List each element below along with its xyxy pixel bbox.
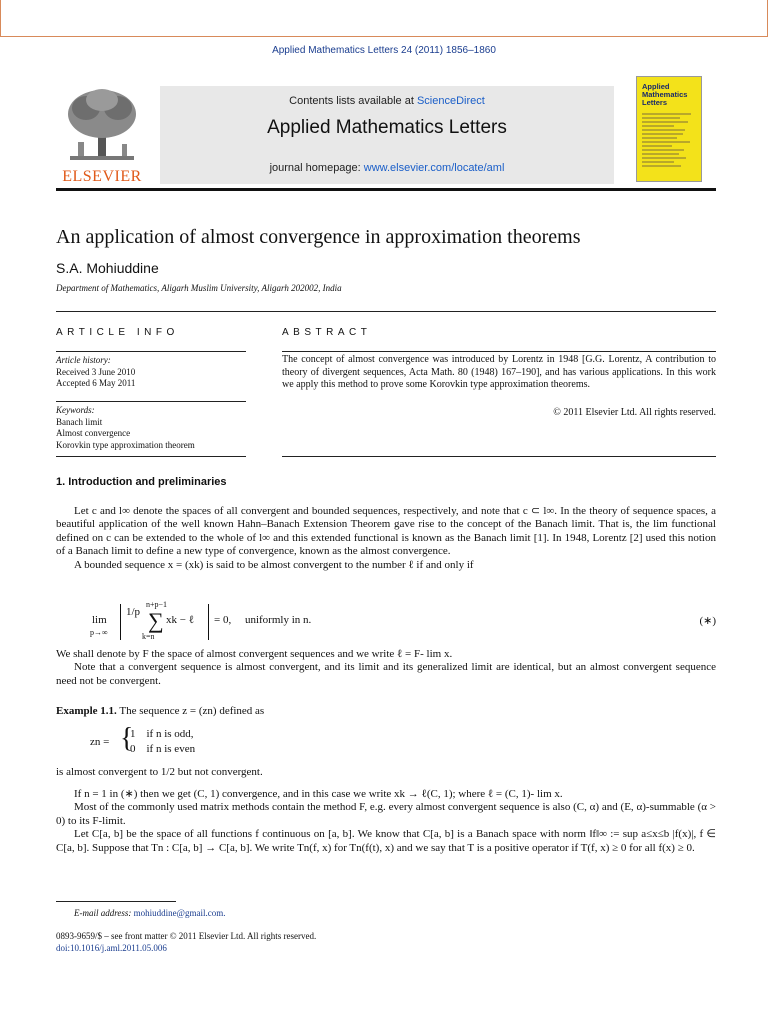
section-heading: 1. Introduction and preliminaries xyxy=(56,476,227,488)
example-intro: The sequence z = (zn) defined as xyxy=(116,705,265,717)
author-affiliation: Department of Mathematics, Aligarh Muslim University, Aligarh 202002, India xyxy=(56,283,342,293)
paragraph-5: is almost convergent to 1/2 but not convergent. xyxy=(56,766,263,778)
info-rule-1 xyxy=(56,351,246,352)
keywords-block xyxy=(56,405,246,451)
info-rule-2 xyxy=(56,401,246,402)
received-date: Received 3 June 2010 xyxy=(56,366,136,377)
eq-sum-upper: n+p−1 xyxy=(146,600,168,609)
info-top-rule xyxy=(56,311,716,312)
paragraph-group-2 xyxy=(56,648,716,688)
eq-fraction: 1/p xyxy=(126,606,141,618)
eq-sum-lower: k=n xyxy=(142,632,155,641)
email-footnote xyxy=(74,908,225,918)
article-info-heading: ARTICLE INFO xyxy=(56,327,179,338)
sigma-icon: ∑ xyxy=(148,608,164,633)
paragraph-3: We shall denote by F the space of almost convergent sequences and we write ℓ = F- lim x. xyxy=(56,648,453,660)
paragraph-6: If n = 1 in (∗) then we get (C, 1) convergence, and in this case we write xk → ℓ(C, 1); where ℓ = (C, 1)- lim x. xyxy=(74,788,563,800)
eq-abs-left xyxy=(120,604,121,640)
contents-line xyxy=(160,95,614,107)
keyword-item: Banach limit xyxy=(56,416,103,427)
publisher-wordmark: ELSEVIER xyxy=(62,168,142,185)
accepted-date: Accepted 6 May 2011 xyxy=(56,378,136,388)
case-even: 0 if n is even xyxy=(130,743,196,755)
homepage-prefix: journal homepage: xyxy=(269,162,364,174)
issn-line: 0893-9659/$ – see front matter © 2011 Elsevier Ltd. All rights reserved. xyxy=(56,931,317,941)
cover-title: Applied Mathematics Letters xyxy=(642,82,688,107)
paragraph-8: Let C[a, b] be the space of all functions f continuous on [a, b]. We know that C[a, b] is a Banach space with norm ‖f‖∞ := sup a≤x≤b |f(x)|, f ∈ C[a, b]. Suppose that Tn : C[a, b] → C[a, b]. We write Tn(f, x) for Tn(f(t), x) and we say that T is a positive operator if T(f, x) ≥ 0 for all f(x) ≥ 0. xyxy=(56,828,716,854)
journal-header xyxy=(56,76,716,186)
cover-text-lines xyxy=(642,113,696,169)
author-name[interactable]: S.A. Mohiuddine xyxy=(56,260,159,276)
info-rule-bottom xyxy=(56,456,246,457)
example-block xyxy=(56,705,716,718)
homepage-link[interactable]: www.elsevier.com/locate/aml xyxy=(363,162,505,174)
case-lhs: zn = xyxy=(90,736,110,748)
journal-citation[interactable]: Applied Mathematics Letters 24 (2011) 1856–1860 xyxy=(272,45,496,56)
header-rule xyxy=(56,188,716,191)
sciencedirect-link[interactable]: ScienceDirect xyxy=(416,95,485,107)
paragraph-4: Note that a convergent sequence is almost convergent, and its limit and its generalized limit are identical, but an almost convergent sequence need not be convergent. xyxy=(56,661,716,687)
abstract-rule-bottom xyxy=(282,456,716,457)
abstract-copyright: © 2011 Elsevier Ltd. All rights reserved. xyxy=(553,407,716,418)
keywords-label: Keywords: xyxy=(56,405,95,415)
top-frame xyxy=(0,0,768,37)
journal-title: Applied Mathematics Letters xyxy=(267,117,507,138)
piecewise-definition xyxy=(90,723,290,760)
email-link[interactable]: mohiuddine@gmail.com. xyxy=(133,908,226,918)
eq-rhs: = 0, uniformly in n. xyxy=(214,614,312,626)
abstract-rule-top xyxy=(282,351,716,352)
case-odd: 1 if n is odd, xyxy=(130,728,194,740)
eq-body: xk − ℓ xyxy=(166,614,194,626)
paragraph-group-4 xyxy=(56,788,716,855)
article-history xyxy=(56,355,246,390)
paragraph-group-3 xyxy=(56,766,716,779)
email-label: E-mail address: xyxy=(74,908,134,918)
example-label: Example 1.1. xyxy=(56,705,117,717)
journal-cover-thumbnail[interactable] xyxy=(636,76,702,182)
abstract-text: The concept of almost convergence was introduced by Lorentz in 1948 [G.G. Lorentz, A contribution to theory of divergent sequences, Acta Math. 80 (1948) 167–190], and has various applications. In this work we apply this method to prove some Korovkin type approximation theorems. xyxy=(282,354,716,390)
eq-abs-right xyxy=(208,604,209,640)
eq-lim-subscript: p→∞ xyxy=(90,628,108,637)
intro-paragraphs xyxy=(56,505,716,572)
paper-title: An application of almost convergence in approximation theorems xyxy=(56,226,581,248)
journal-banner xyxy=(160,86,614,184)
keyword-item: Korovkin type approximation theorem xyxy=(56,439,195,450)
abstract-heading: ABSTRACT xyxy=(282,327,372,338)
contents-prefix: Contents lists available at xyxy=(289,95,417,107)
almost-convergence-equation xyxy=(90,600,716,644)
tree-icon xyxy=(56,84,148,166)
doi-link[interactable]: doi:10.1016/j.aml.2011.05.006 xyxy=(56,943,167,953)
elsevier-tree-logo xyxy=(56,84,148,186)
footnote-rule xyxy=(56,901,176,902)
paragraph-7: Most of the commonly used matrix methods contain the method F, e.g. every almost convergent sequence is also (C, α) and (E, α)-summable (α > 0) to its F-limit. xyxy=(56,801,716,827)
brace-icon: { xyxy=(120,723,134,754)
eq-lim: lim xyxy=(92,614,107,626)
paragraph-2: A bounded sequence x = (xk) is said to be almost convergent to the number ℓ if and only if xyxy=(74,558,474,571)
eq-tag: (∗) xyxy=(699,615,716,627)
history-label: Article history: xyxy=(56,355,111,365)
paragraph-1: Let c and l∞ denote the spaces of all convergent and bounded sequences, respectively, and note that c ⊂ l∞. In the theory of sequence spaces, a beautiful application of the well known Hahn–Banach Extension Theorem gave rise to the concept of the Banach limit. That is, the lim functional defined on c can be extended to the whole of l∞ and this extended functional is known as the Banach limit [1]. In 1948, Lorentz [2] used this notion of a Banach limit to define a new type of convergence, known as the almost convergence. xyxy=(56,505,716,558)
homepage-line xyxy=(160,162,614,174)
keyword-item: Almost convergence xyxy=(56,428,131,438)
